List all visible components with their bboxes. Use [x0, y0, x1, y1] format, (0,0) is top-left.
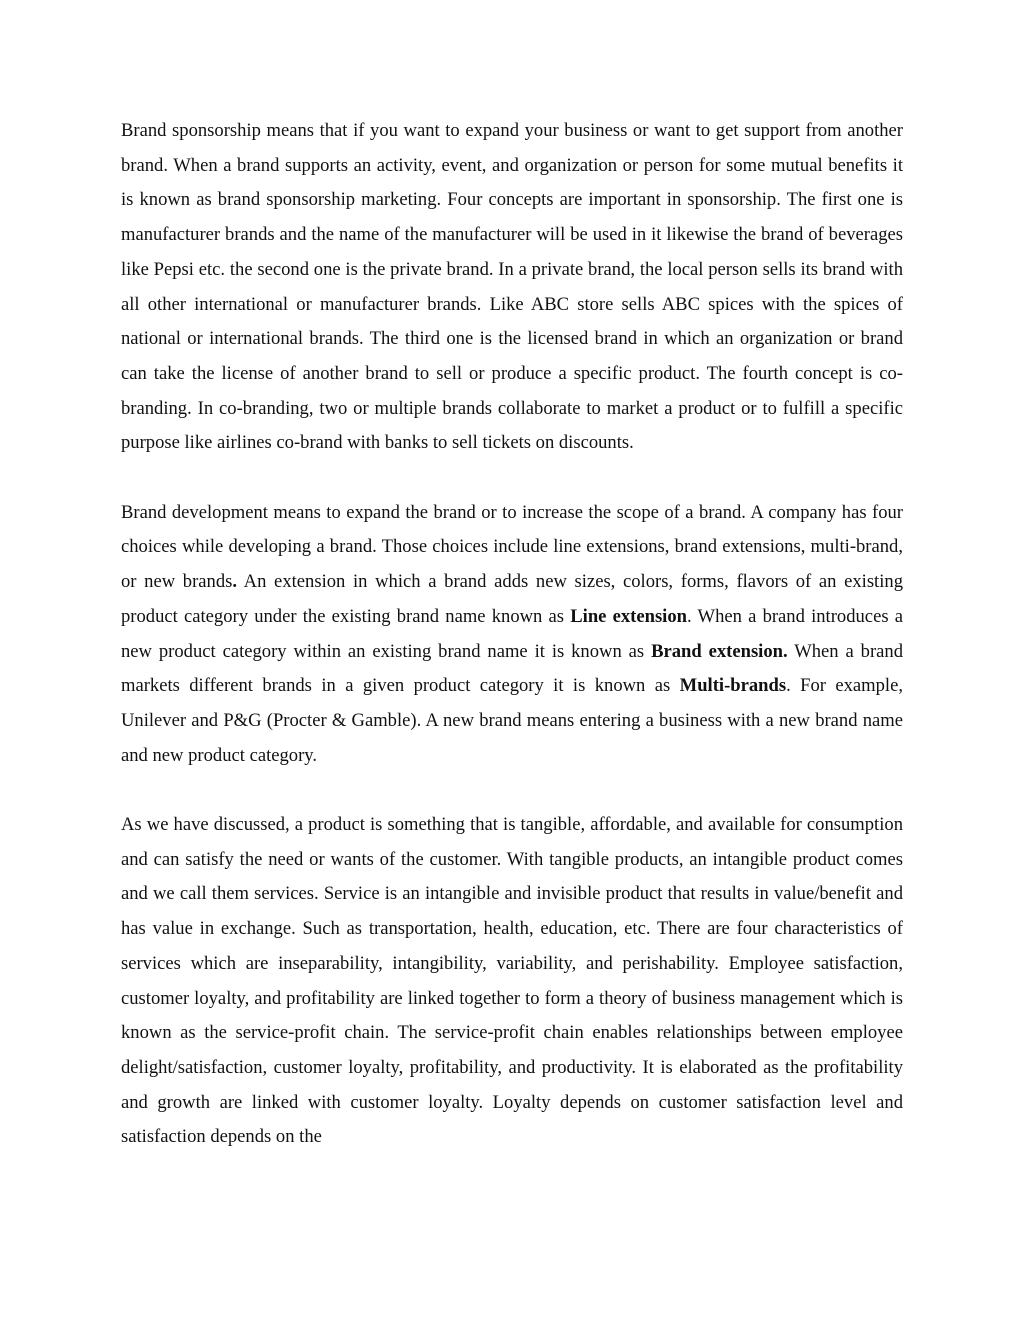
document-page — [121, 114, 903, 1155]
bold-period: . — [232, 571, 238, 593]
text-span: An extension in which a brand adds new sizes, colors, forms, flavors of an existing product category under the existing brand name known as — [121, 571, 903, 627]
term-brand-extension: Brand extension. — [651, 640, 788, 662]
text-span: . For example, Unilever and P&G (Procter & Gamble). A new brand means entering a business with a new brand name and new product category. — [121, 675, 903, 766]
text-span: When a brand markets different brands in a given product category it is known as — [121, 640, 904, 697]
term-line-extension: Line extension — [570, 605, 687, 627]
paragraph-services: As we have discussed, a product is something that is tangible, affordable, and available for consumption and can satisfy the need or wants of the customer. With tangible products, an intangible product comes and we call them services. Service is an intangible and invisible product that results in value/benefit and has value in exchange. Such as transportation, health, education, etc. There are four characteristics of services which are inseparability, intangibility, variability, and perishability. Employee satisfaction, customer loyalty, and profitability are linked together to form a theory of business management which is known as the service-profit chain. The service-profit chain enables relationships between employee delight/satisfaction, customer loyalty, profitability, and productivity. It is elaborated as the profitability and growth are linked with customer loyalty. Loyalty depends on customer satisfaction level and satisfaction depends on the — [121, 814, 903, 1148]
term-multi-brands: Multi-brands — [679, 675, 787, 697]
text-span: Brand development means to expand the brand or to increase the scope of a brand. A company has four choices while developing a brand. Those choices include line extensions, brand extensions, multi-brand, or new brands — [121, 501, 903, 593]
paragraph-brand-development — [121, 496, 903, 774]
text-span: . When a brand introduces a new product category within an existing brand name it is known as — [121, 605, 904, 662]
paragraph-brand-sponsorship: Brand sponsorship means that if you want to expand your business or want to get support from another brand. When a brand supports an activity, event, and organization or person for some mutual benefits it is known as brand sponsorship marketing. Four concepts are important in sponsorship. The first one is manufacturer brands and the name of the manufacturer will be used in it likewise the brand of beverages like Pepsi etc. the second one is the private brand. In a private brand, the local person sells its brand with all other international or manufacturer brands. Like ABC store sells ABC spices with the spices of national or international brands. The third one is the licensed brand in which an organization or brand can take the license of another brand to sell or produce a specific product. The fourth concept is co-branding. In co-branding, two or multiple brands collaborate to market a product or to fulfill a specific purpose like airlines co-brand with banks to sell tickets on discounts. — [121, 120, 903, 454]
